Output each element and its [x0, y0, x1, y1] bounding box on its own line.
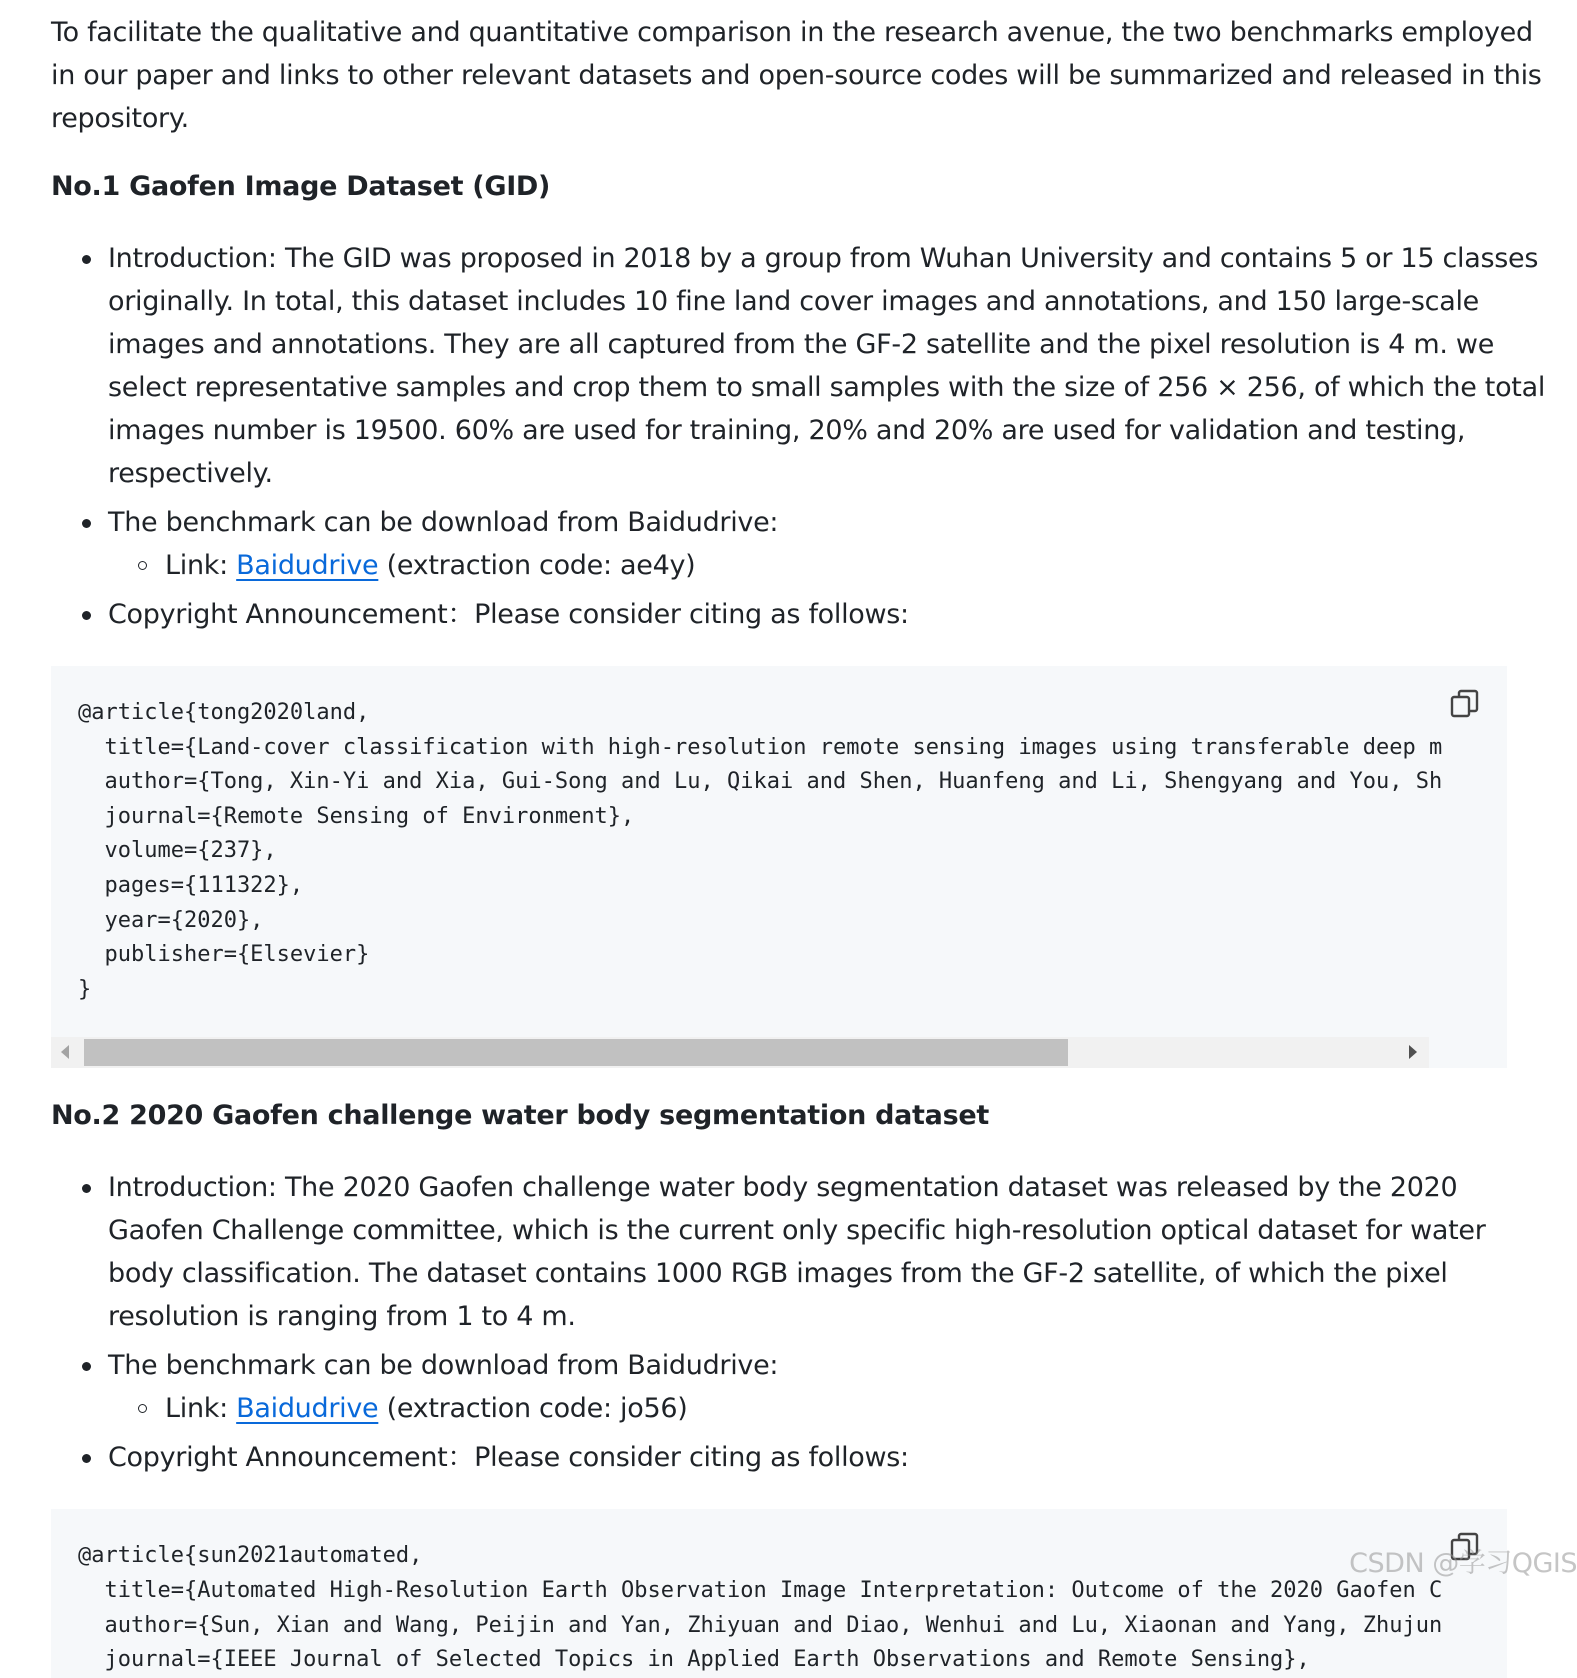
gid-download-item: [51, 501, 1547, 587]
section-heading-water-body: No.2 2020 Gaofen challenge water body segmentation dataset: [51, 1100, 989, 1132]
section-heading-gid: No.1 Gaofen Image Dataset (GID): [51, 171, 551, 202]
water-copyright: Copyright Announcement：Please consider citing as follows:: [51, 1436, 1547, 1479]
gid-baidudrive-link[interactable]: Baidudrive: [236, 550, 379, 581]
water-link-prefix: Link:: [165, 1393, 237, 1425]
readme-content: [51, 0, 1547, 1678]
gid-info-list: [51, 237, 1547, 636]
water-info-list: [51, 1166, 1547, 1479]
scroll-right-arrow-icon[interactable]: [1409, 1045, 1417, 1059]
horizontal-scrollbar[interactable]: [51, 1037, 1429, 1068]
water-extraction-code: (extraction code: jo56): [378, 1393, 688, 1425]
gid-citation-code[interactable]: @article{tong2020land, title={Land-cover classification with high-resolution remote sensing images using transferable deep m author={Tong, Xin-Yi and Xia, Gui-Song and Lu, Qikai and Shen, Huanfeng and Li, Shengyang and You, Sh journal={Remote Sensing of Environment}, volume={237}, pages={111322}, year={2020}, publisher={Elsevier} }: [78, 700, 1443, 1002]
copy-icon[interactable]: [1449, 688, 1481, 720]
gid-link-prefix: Link:: [165, 550, 237, 581]
water-download-text: The benchmark can be download from Baidudrive:: [108, 1350, 779, 1382]
gid-link-item: [108, 544, 1547, 587]
water-download-item: [51, 1344, 1547, 1430]
water-link-list: [108, 1387, 1547, 1430]
gid-citation-code-block[interactable]: [51, 666, 1507, 1068]
gid-introduction: Introduction: The GID was proposed in 2018 by a group from Wuhan University and contains 5 or 15 classes originally. In total, this dataset includes 10 fine land cover images and annotations, and 150 large-scale images and annotations. They are all captured from the GF-2 satellite and the pixel resolution is 4 m. we select representative samples and crop them to small samples with the size of 256 × 256, of which the total images number is 19500. 60% are used for training, 20% and 20% are used for validation and testing, respectively.: [51, 237, 1547, 495]
gid-link-list: [108, 544, 1547, 587]
intro-paragraph: To facilitate the qualitative and quantitative comparison in the research avenue, the two benchmarks employed in our paper and links to other relevant datasets and open-source codes will be summarized and released in this repository.: [51, 17, 1542, 134]
water-citation-code[interactable]: @article{sun2021automated, title={Automated High-Resolution Earth Observation Image Interpretation: Outcome of the 2020 Gaofen C author={Sun, Xian and Wang, Peijin and Yan, Zhiyuan and Diao, Wenhui and Lu, Xiaonan and Yang, Zhujun journal={IEEE Journal of Selected Topics in Applied Earth Observations and Remote Sensing},: [78, 1543, 1443, 1673]
water-citation-code-block[interactable]: [51, 1509, 1507, 1677]
water-link-item: [108, 1387, 1547, 1430]
scroll-left-arrow-icon[interactable]: [61, 1045, 69, 1059]
water-introduction: Introduction: The 2020 Gaofen challenge water body segmentation dataset was released by the 2020 Gaofen Challenge committee, which is the current only specific high-resolution optical dataset for water body classification. The dataset contains 1000 RGB images from the GF-2 satellite, of which the pixel resolution is ranging from 1 to 4 m.: [51, 1166, 1547, 1338]
gid-copyright: Copyright Announcement：Please consider citing as follows:: [51, 593, 1547, 636]
gid-download-text: The benchmark can be download from Baidudrive:: [108, 507, 779, 538]
csdn-watermark: CSDN @学习QGIS: [1349, 1548, 1577, 1579]
water-baidudrive-link[interactable]: Baidudrive: [236, 1393, 379, 1425]
gid-extraction-code: (extraction code: ae4y): [378, 550, 696, 581]
scrollbar-thumb[interactable]: [84, 1039, 1068, 1066]
